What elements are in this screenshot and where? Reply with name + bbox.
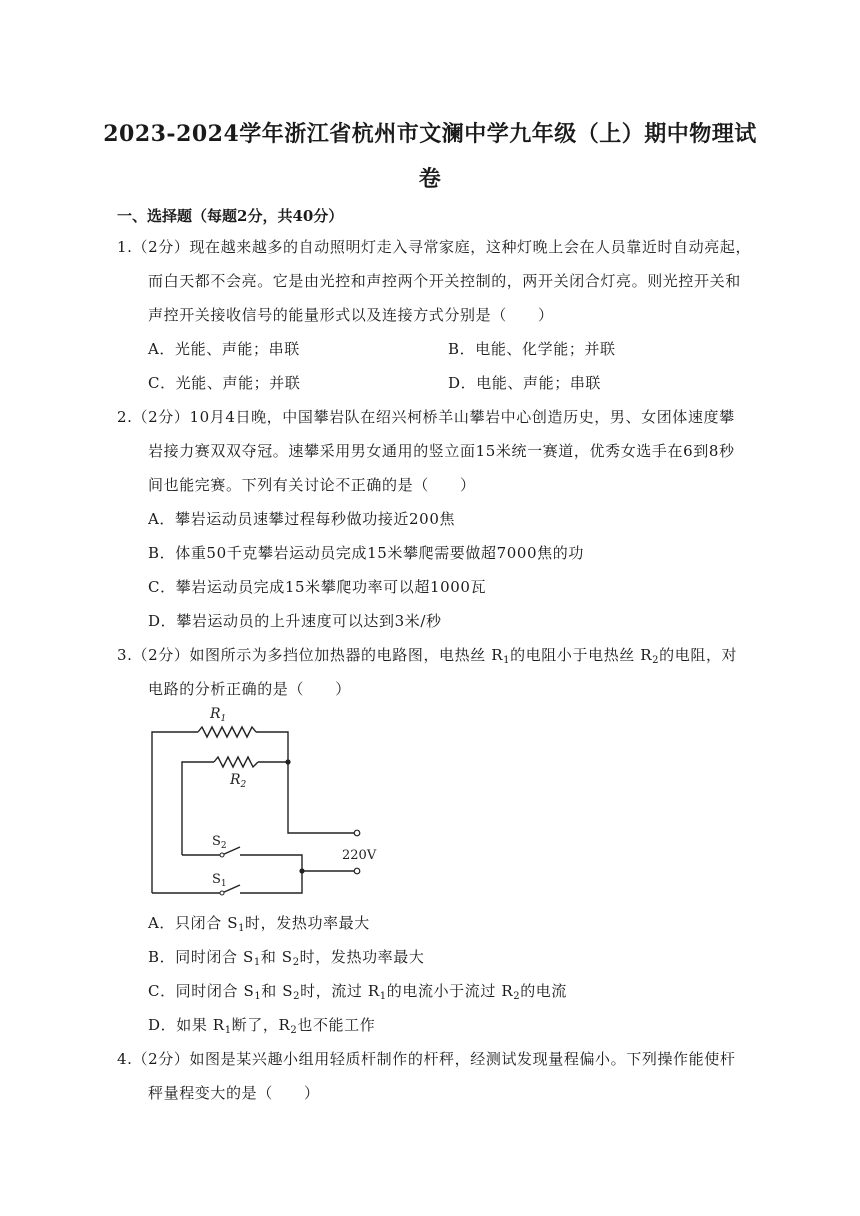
terminal	[354, 830, 360, 836]
circuit-diagram	[140, 704, 380, 899]
junction-dot	[285, 759, 290, 764]
s1-label: $S_1$	[212, 872, 227, 889]
q2-stem-line1: 2.（2分）10月4日晚，中国攀岩队在绍兴柯桥羊山攀岩中心创造历史，男、女团体速度攀	[117, 408, 735, 426]
page-title-line1: 2023-2024学年浙江省杭州市文澜中学九年级（上）期中物理试	[103, 121, 757, 147]
q1-stem-line2: 而白天都不会亮。它是由光控和声控两个开关控制的，两开关闭合灯亮。则光控开关和	[148, 272, 741, 290]
q3-option-b: B．同时闭合 $S_1$和 $S_2$时，发热功率最大	[148, 948, 425, 968]
q1-option-a: A．光能、声能；串联	[148, 340, 300, 358]
section-heading: 一、选择题（每题2分，共40分）	[117, 207, 344, 225]
q3-option-a: A．只闭合 $S_1$时，发热功率最大	[148, 914, 370, 934]
q3-option-d: D．如果 $R_1$断了，$R_2$也不能工作	[148, 1016, 376, 1036]
q3-stem-line2: 电路的分析正确的是（ ）	[148, 680, 351, 698]
resistor-r1	[198, 727, 256, 737]
terminal	[354, 868, 360, 874]
s2-label: $S_2$	[212, 834, 227, 851]
q1-stem-line1: 1.（2分）现在越来越多的自动照明灯走入寻常家庭，这种灯晚上会在人员靠近时自动亮起，	[117, 238, 752, 256]
q2-stem-line3: 间也能完赛。下列有关讨论不正确的是（ ）	[148, 476, 476, 494]
q1-option-d: D．电能、声能；串联	[448, 374, 602, 392]
q2-option-b: B．体重50千克攀岩运动员完成15米攀爬需要做超7000焦的功	[148, 544, 584, 562]
resistor-r2	[214, 757, 258, 767]
q3-option-c: C．同时闭合 $S_1$和 $S_2$时，流过 $R_1$的电流小于流过 $R_2$的电流	[148, 982, 568, 1002]
r2-label: $R_2$	[230, 772, 247, 790]
q1-option-c: C．光能、声能；并联	[148, 374, 301, 392]
q2-option-c: C．攀岩运动员完成15米攀爬功率可以超1000瓦	[148, 578, 487, 596]
q4-stem-line2: 秤量程变大的是（ ）	[148, 1084, 320, 1102]
q1-option-b: B．电能、化学能；并联	[448, 340, 616, 358]
q2-option-d: D．攀岩运动员的上升速度可以达到3米/秒	[148, 612, 442, 630]
q2-option-a: A．攀岩运动员速攀过程每秒做功接近200焦	[148, 510, 456, 528]
page-title-line2: 卷	[418, 166, 442, 192]
q1-stem-line3: 声控开关接收信号的能量形式以及连接方式分别是（ ）	[148, 306, 554, 324]
junction-dot	[299, 868, 304, 873]
voltage-label: 220V	[342, 848, 377, 863]
q3-stem-line1: 3.（2分）如图所示为多挡位加热器的电路图，电热丝 $R_1$的电阻小于电热丝 $R_2$的电阻，对	[117, 646, 738, 666]
r1-label: $R_1$	[210, 706, 227, 724]
q2-stem-line2: 岩接力赛双双夺冠。速攀采用男女通用的竖立面15米统一赛道，优秀女选手在6到8秒	[148, 442, 735, 460]
q4-stem-line1: 4.（2分）如图是某兴趣小组用轻质杆制作的杆秤，经测试发现量程偏小。下列操作能使杆	[117, 1050, 736, 1068]
